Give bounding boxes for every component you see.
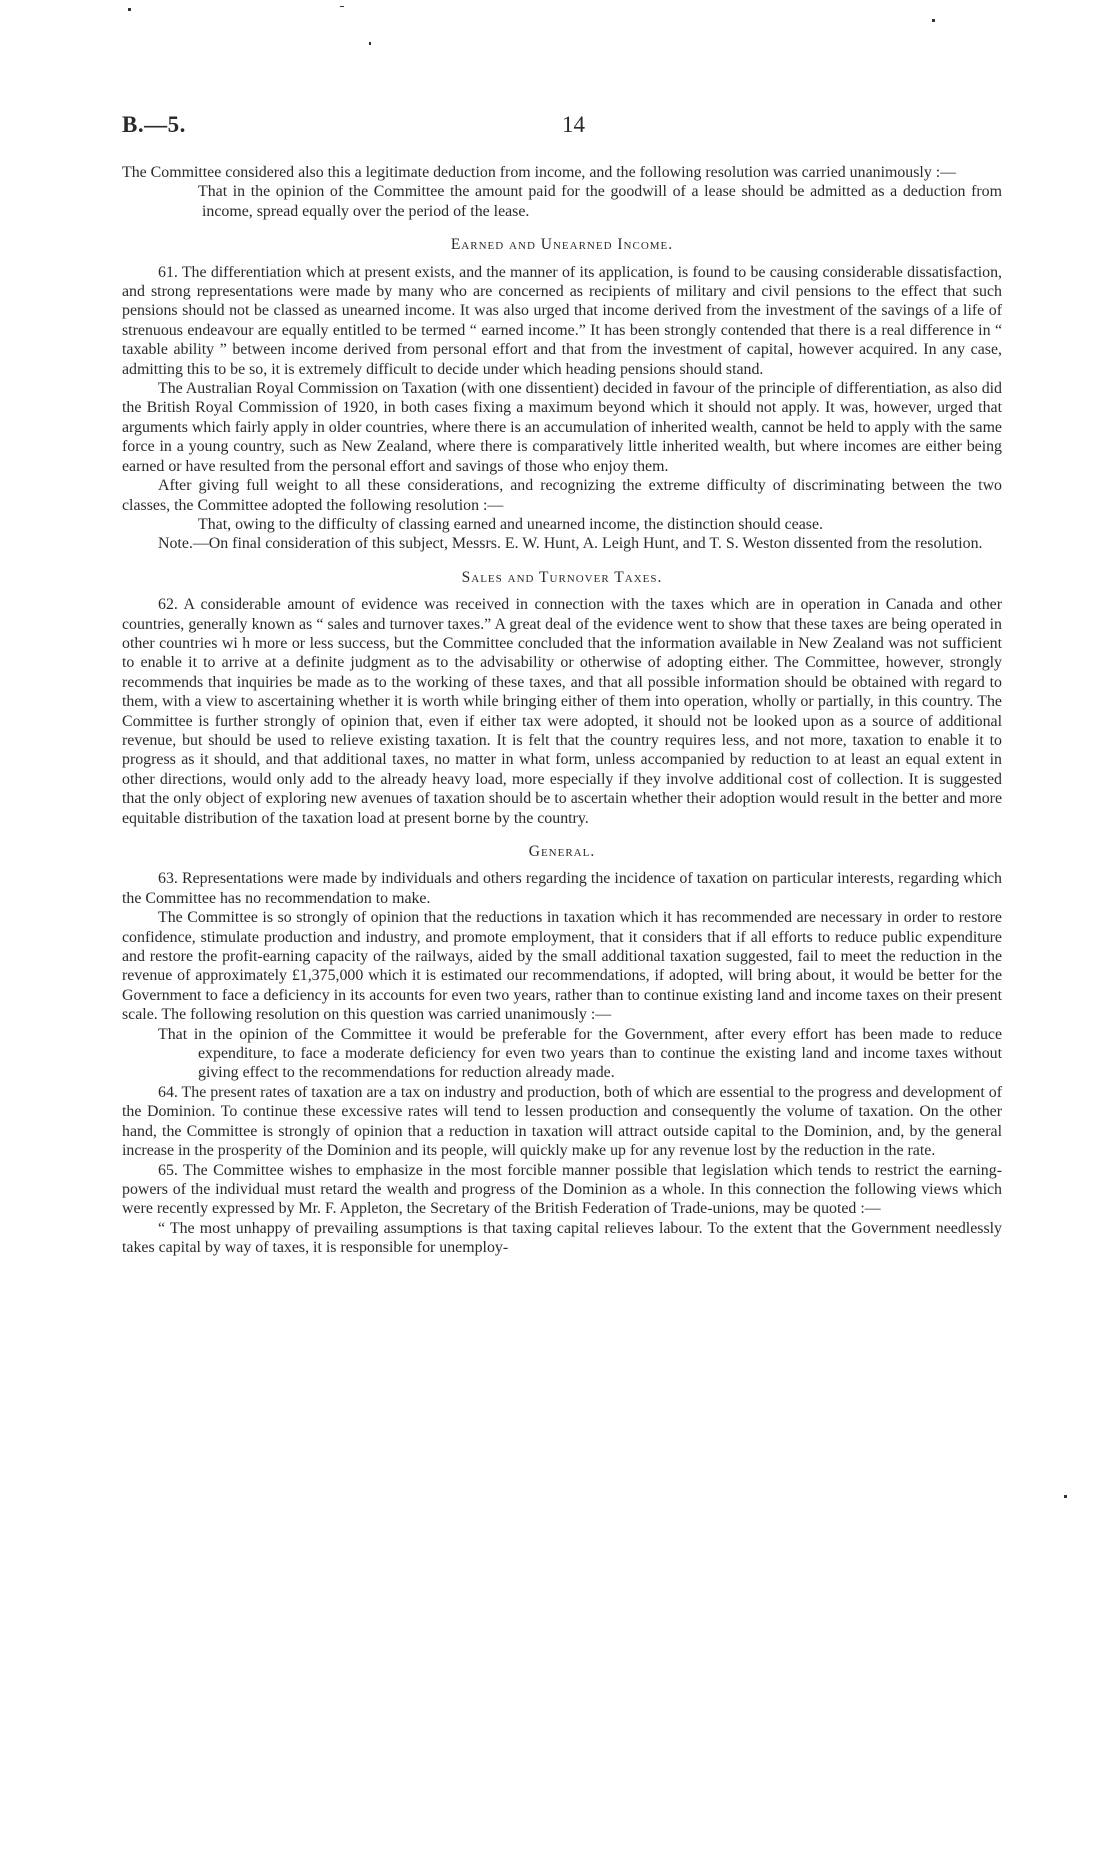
scan-speck	[1064, 1495, 1067, 1498]
paragraph: The Committee is so strongly of opinion that the reductions in taxation which it has recommended are necessary in order to restore confidence, stimulate production and industry, and promote employment, that it considers that if all efforts to reduce public expenditure and restore the profit-earning capacity of the railways, aided by the small additional taxation suggested, fail to meet the reduction in the revenue of approximately £1,375,000 which it is estimated our recommendations, if adopted, will bring about, it would be better for the Government to face a deficiency in its accounts for even two years, rather than to continue existing land and income taxes on their present scale. The following resolution on this question was carried unanimously :—	[122, 909, 1002, 1024]
scan-speck	[340, 6, 344, 7]
scan-speck	[128, 8, 131, 11]
resolution-text: That in the opinion of the Committee the amount paid for the goodwill of a lease should be admitted as a deduction from income, spread equally over the period of the lease.	[198, 183, 1002, 220]
paragraph: “ The most unhappy of prevailing assumptions is that taxing capital relieves labour. To the extent that the Government needlessly takes capital by way of taxes, it is responsible for unemploy-	[122, 1219, 1002, 1257]
resolution-text: That, owing to the difficulty of classing earned and unearned income, the distinction should cease.	[198, 515, 824, 533]
section-heading: Sales and Turnover Taxes.	[461, 568, 663, 586]
section-heading: Earned and Unearned Income.	[450, 236, 674, 254]
paragraph: The Australian Royal Commission on Taxation (with one dissentient) decided in favour of the principle of differentiation, as also did the British Royal Commission of 1920, in both cases fixing a maximum beyond which it should not apply. It was, however, urged that arguments which fairly apply in older countries, where there is an accumulation of inherited wealth, cannot be held to apply with the same force in a young country, such as New Zealand, where there is comparatively little inherited wealth, but where incomes are either being earned or have resulted from the personal effort and savings of those who enjoy them.	[122, 380, 1002, 475]
paragraph: 64. The present rates of taxation are a tax on industry and production, both of which are essential to the progress and development of the Dominion. To continue these excessive rates will tend to lessen production and consequently the volume of taxation. On the other hand, the Committee is strongly of opinion that a reduction in taxation will attract outside capital to the Dominion, and, by the general increase in the prosperity of the Dominion and its people, will quickly make up for any revenue lost by the reduction in the rate.	[122, 1083, 1002, 1160]
document-body	[122, 163, 1002, 1258]
section-heading: General.	[528, 843, 596, 860]
paragraph: Note.—On final consideration of this subject, Messrs. E. W. Hunt, A. Leigh Hunt, and T. S. Weston dissented from the resolution.	[158, 535, 983, 553]
scan-speck	[369, 42, 371, 45]
paragraph: 65. The Committee wishes to emphasize in the most forcible manner possible that legislation which tends to restrict the earning-powers of the individual must retard the wealth and progress of the Dominion as a whole. In this connection the following views which were recently expressed by Mr. F. Appleton, the Secretary of the British Federation of Trade-unions, may be quoted :—	[122, 1161, 1002, 1218]
paragraph: 63. Representations were made by individuals and others regarding the incidence of taxation on particular interests, regarding which the Committee has no recommendation to make.	[122, 870, 1002, 907]
page-reference: B.—5.	[122, 112, 186, 137]
page-number: 14	[562, 112, 585, 137]
scan-speck	[932, 19, 935, 22]
paragraph: 62. A considerable amount of evidence was received in connection with the taxes which are in operation in Canada and other countries, generally known as “ sales and turnover taxes.” A great deal of the evidence went to show that these taxes are being operated in other countries wi h more or less success, but the Committee concluded that the information available in New Zealand was not sufficient to enable it to arrive at a definite judgment as to the advisability or otherwise of adopting either. The Committee, however, strongly recommends that inquiries be made as to the working of these taxes, and that all possible information should be obtained with regard to them, with a view to ascertaining whether it is worth while bringing either of them into operation, wholly or partially, in this country. The Committee is further strongly of opinion that, even if either tax were adopted, it should not be looked upon as a source of additional revenue, but should be used to relieve existing taxation. It is felt that the country requires less, and not more, taxation to enable it to progress as it should, and that additional taxes, no matter in what form, unless accompanied by reduction to at least an equal extent in other directions, would only add to the already heavy load, more especially if they involve additional cost of collection. It is suggested that the only object of exploring new avenues of taxation should be to ascertain whether their adoption would result in the better and more equitable distribution of the taxation load at present borne by the country.	[122, 596, 1002, 827]
page-header	[122, 112, 1002, 142]
paragraph: After giving full weight to all these considerations, and recognizing the extreme difficulty of discriminating between the two classes, the Committee adopted the following resolution :—	[122, 477, 1002, 514]
paragraph: 61. The differentiation which at present exists, and the manner of its application, is found to be causing considerable dissatisfaction, and strong representations were made by many who are concerned as recipients of military and civil pensions to the effect that such pensions should not be classed as unearned income. It was also urged that income derived from the investment of the savings of a life of strenuous endeavour are equally entitled to be termed “ earned income.” It has been strongly contended that there is a real difference in “ taxable ability ” between income derived from personal effort and that from the investment of capital, however acquired. In any case, admitting this to be so, it is extremely difficult to decide under which heading pensions should stand.	[122, 263, 1002, 378]
resolution-text: That in the opinion of the Committee it would be preferable for the Government, after every effort has been made to reduce expenditure, to face a moderate deficiency for even two years than to continue the existing land and income taxes without giving effect to the recommendations for reduction already made.	[158, 1025, 1002, 1082]
paragraph: The Committee considered also this a legitimate deduction from income, and the following resolution was carried unanimously :—	[122, 164, 957, 181]
